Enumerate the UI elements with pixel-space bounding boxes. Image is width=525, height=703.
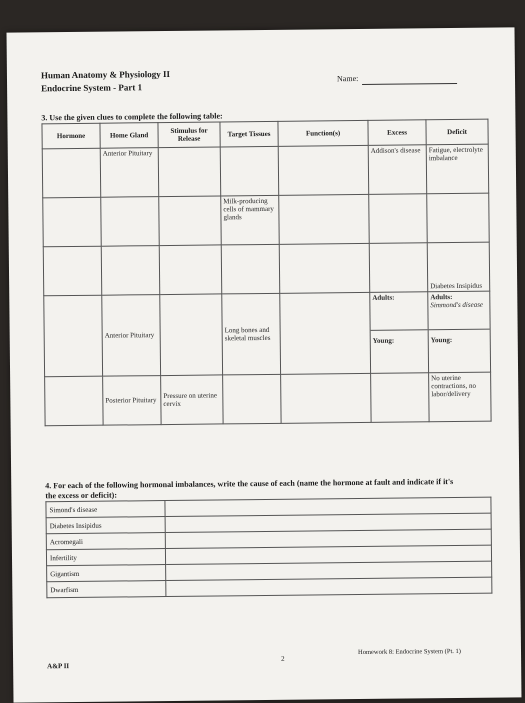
cell-stimulus[interactable] <box>159 196 222 246</box>
question-4-prompt: 4. For each of the following hormonal imbalances, write the cause of each (name the hormone at fault and indicate if it's the excess or deficit): <box>45 477 454 501</box>
cell-excess-split <box>370 292 429 374</box>
imbalance-label: Gigantism <box>47 565 166 582</box>
excess-young-label: Young: <box>372 336 395 345</box>
title-line-1: Human Anatomy & Physiology II <box>40 68 171 81</box>
cell-function[interactable] <box>280 292 371 374</box>
cell-excess[interactable] <box>371 373 430 423</box>
excess-adults-label: Adults: <box>372 293 395 302</box>
deficit-adults-label: Adults: <box>430 293 453 302</box>
cell-deficit: Diabetes Insipidus <box>427 242 490 292</box>
cell-hormone[interactable] <box>44 295 103 377</box>
header-stimulus: Stimulus for Release <box>158 122 220 148</box>
cell-hormone[interactable] <box>45 376 104 426</box>
worksheet-page <box>7 27 522 702</box>
cell-stimulus: Pressure on uterine cervix <box>161 375 224 425</box>
table-row <box>43 242 489 296</box>
cell-deficit-split <box>428 291 491 373</box>
cell-target[interactable] <box>221 244 280 294</box>
imbalance-table <box>45 497 492 599</box>
cell-hormone[interactable] <box>42 148 101 198</box>
table-row <box>43 193 489 247</box>
imbalance-label: Simond's disease <box>46 501 165 518</box>
cell-deficit: No uterine contractions, no labor/delivery <box>429 372 492 422</box>
header-function: Function(s) <box>278 120 368 146</box>
title-line-2: Endocrine System - Part 1 <box>41 82 143 94</box>
cell-gland[interactable] <box>101 197 160 247</box>
header-excess: Excess <box>368 120 426 146</box>
cell-deficit: Fatigue, electrolyte imbalance <box>426 144 489 194</box>
deficit-young-label: Young: <box>430 336 453 345</box>
table-row <box>42 144 488 198</box>
deficit-adults-note: Simmond's disease <box>430 300 484 310</box>
imbalance-label: Acromegali <box>46 533 165 550</box>
cell-target: Long bones and skeletal muscles <box>222 293 281 375</box>
cell-excess[interactable] <box>369 194 428 244</box>
table-row <box>45 372 491 426</box>
endocrine-table <box>41 119 491 427</box>
header-deficit: Deficit <box>426 119 488 145</box>
cell-target[interactable] <box>220 146 279 196</box>
imbalance-answer-field[interactable] <box>166 577 492 596</box>
cell-excess[interactable] <box>369 243 428 293</box>
name-field[interactable] <box>362 83 457 85</box>
imbalance-label: Infertility <box>46 549 165 566</box>
cell-gland[interactable] <box>101 246 160 296</box>
course-label: A&P II <box>47 662 70 671</box>
imbalance-label: Dwarfism <box>47 581 166 598</box>
worksheet-title <box>41 68 170 95</box>
cell-stimulus[interactable] <box>160 294 223 376</box>
cell-stimulus[interactable] <box>159 245 222 295</box>
cell-function[interactable] <box>281 373 372 423</box>
cell-gland: Anterior Pituitary <box>100 148 159 198</box>
cell-excess: Addison's disease <box>368 145 427 195</box>
cell-hormone[interactable] <box>43 246 102 296</box>
cell-hormone[interactable] <box>43 197 102 247</box>
cell-gland: Anterior Pituitary <box>102 295 161 377</box>
header-hormone: Hormone <box>42 123 100 149</box>
header-target: Target Tissues <box>220 121 278 147</box>
header-home-gland: Home Gland <box>100 123 158 149</box>
cell-stimulus[interactable] <box>158 147 221 197</box>
cell-target: Milk-producing cells of mammary glands <box>221 195 280 245</box>
cell-function[interactable] <box>279 194 370 244</box>
cell-function[interactable] <box>278 145 369 195</box>
cell-function[interactable] <box>279 243 370 293</box>
page-number: 2 <box>281 654 285 663</box>
table-row <box>47 577 492 598</box>
table-row <box>44 291 491 377</box>
imbalance-label: Diabetes Insipidus <box>46 517 165 534</box>
cell-deficit[interactable] <box>427 193 490 243</box>
cell-target[interactable] <box>223 374 282 424</box>
cell-gland: Posterior Pituitary <box>103 376 162 426</box>
homework-label: Homework 8: Endocrine System (Pt. 1) <box>357 647 461 657</box>
question-3-prompt: 3. Use the given clues to complete the following table: <box>41 111 223 123</box>
name-label: Name: <box>336 73 359 84</box>
